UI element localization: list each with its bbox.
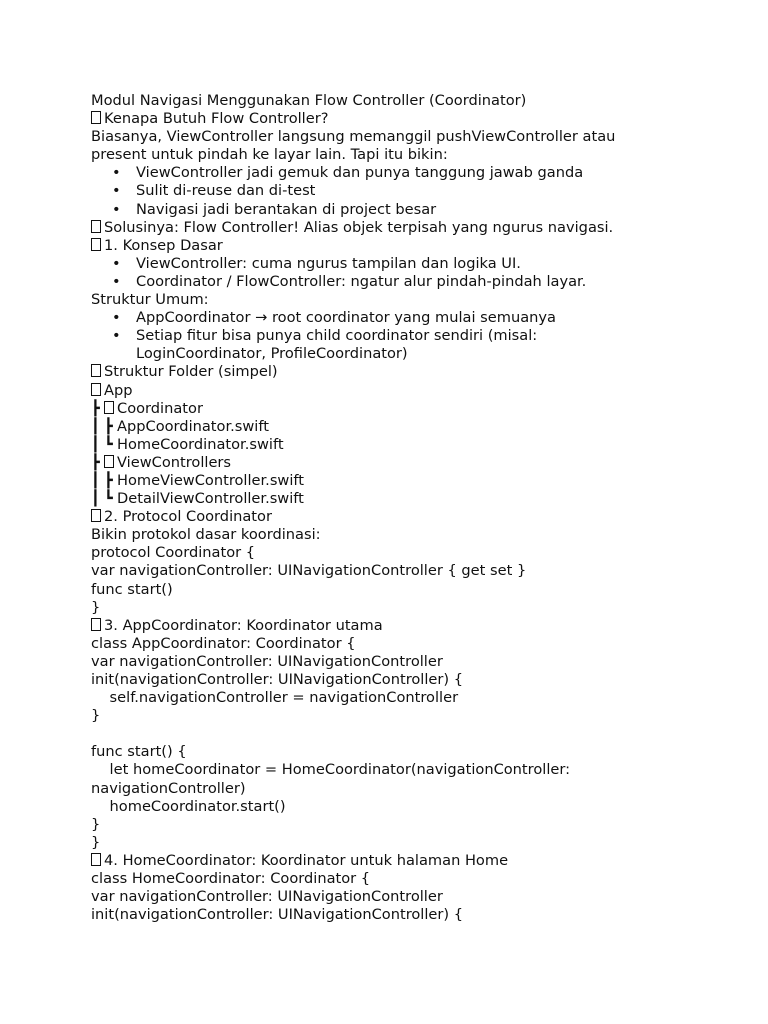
missing-emoji-icon xyxy=(91,618,101,631)
tree-dir: ┣ Coordinator xyxy=(91,399,203,417)
list-item: • ViewController jadi gemuk dan punya tanggung jawab ganda xyxy=(112,164,584,182)
section-heading-protocol: 2. Protocol Coordinator xyxy=(91,508,711,526)
tree-branch-icon: ┣ xyxy=(91,399,100,417)
why-bullet-list xyxy=(91,164,711,218)
solution-line: Solusinya: Flow Controller! Alias objek terpisah yang ngurus navigasi. xyxy=(91,219,711,237)
section-heading-why: Kenapa Butuh Flow Controller? xyxy=(91,110,711,128)
missing-emoji-icon xyxy=(91,364,101,377)
bullet-icon: • xyxy=(112,164,121,182)
code-line: protocol Coordinator { xyxy=(91,544,256,562)
section-heading-home-coordinator: 4. HomeCoordinator: Koordinator untuk halaman Home xyxy=(91,852,711,870)
section-heading-folder: Struktur Folder (simpel) xyxy=(91,363,711,381)
section-heading-app-coordinator: 3. AppCoordinator: Koordinator utama xyxy=(91,617,711,635)
document-title: Modul Navigasi Menggunakan Flow Controller (Coordinator) xyxy=(91,92,527,109)
protocol-code-block xyxy=(91,544,711,616)
code-line: var navigationController: UINavigationController { get set } xyxy=(91,562,527,580)
bullet-icon: • xyxy=(112,309,121,327)
app-coordinator-code-block xyxy=(91,635,711,852)
code-line: self.navigationController = navigationController xyxy=(91,689,459,707)
bullet-icon: • xyxy=(112,254,121,272)
bullet-icon: • xyxy=(112,200,121,218)
folder-icon xyxy=(104,455,114,468)
bullet-icon: • xyxy=(112,327,121,345)
folder-icon xyxy=(104,401,114,414)
structure-bullet-list xyxy=(91,309,711,363)
tree-pipe-icon: ┃ xyxy=(91,490,100,508)
tree-pipe-icon: ┃ xyxy=(91,417,100,435)
list-item: • Navigasi jadi berantakan di project besar xyxy=(112,200,437,218)
paragraph-line: Biasanya, ViewController langsung memanggil pushViewController atau xyxy=(91,128,616,146)
code-line: var navigationController: UINavigationController xyxy=(91,888,443,906)
code-line: func start() xyxy=(91,580,173,598)
list-item: • ViewController: cuma ngurus tampilan dan logika UI. xyxy=(112,254,521,272)
list-item: • Sulit di-reuse dan di-test xyxy=(112,182,316,200)
code-line: class HomeCoordinator: Coordinator { xyxy=(91,870,371,888)
tree-branch-icon: ┣ xyxy=(104,417,113,435)
missing-emoji-icon xyxy=(91,111,101,124)
missing-emoji-icon xyxy=(91,220,101,233)
tree-end-icon: ┗ xyxy=(104,435,113,453)
missing-emoji-icon xyxy=(91,853,101,866)
code-line: } xyxy=(91,833,101,851)
tree-file: ┃ ┣ HomeViewController.swift xyxy=(91,471,305,489)
paragraph-line: present untuk pindah ke layar lain. Tapi itu bikin: xyxy=(91,146,448,164)
code-line: init(navigationController: UINavigationController) { xyxy=(91,671,464,688)
concept-bullet-list xyxy=(91,255,711,291)
code-line: init(navigationController: UINavigationController) { xyxy=(91,906,464,924)
list-item: • AppCoordinator → root coordinator yang mulai semuanya xyxy=(112,309,556,327)
code-line: class AppCoordinator: Coordinator { xyxy=(91,634,356,652)
protocol-intro: Bikin protokol dasar koordinasi: xyxy=(91,526,321,544)
document-page xyxy=(91,92,711,924)
code-line: homeCoordinator.start() xyxy=(91,797,286,815)
tree-pipe-icon: ┃ xyxy=(91,471,100,489)
bullet-icon: • xyxy=(112,182,121,200)
code-line: } xyxy=(91,598,101,616)
code-line: navigationController) xyxy=(91,779,246,797)
folder-tree xyxy=(91,382,711,509)
tree-branch-icon: ┣ xyxy=(91,453,100,471)
list-item: • Coordinator / FlowController: ngatur alur pindah-pindah layar. xyxy=(112,272,587,290)
bullet-icon: • xyxy=(112,272,121,290)
tree-root: App xyxy=(91,382,711,400)
list-item: • Setiap fitur bisa punya child coordinator sendiri (misal: LoginCoordinator, ProfileCoordinator) xyxy=(112,327,538,363)
code-line: func start() { xyxy=(91,743,187,761)
tree-file: ┃ ┣ AppCoordinator.swift xyxy=(91,417,269,435)
code-line xyxy=(91,725,711,743)
tree-pipe-icon: ┃ xyxy=(91,435,100,453)
home-coordinator-code-block xyxy=(91,870,711,924)
tree-file: ┃ ┗ HomeCoordinator.swift xyxy=(91,435,284,453)
tree-end-icon: ┗ xyxy=(104,490,113,508)
code-line: } xyxy=(91,815,101,833)
tree-file: ┃ ┗ DetailViewController.swift xyxy=(91,490,304,508)
missing-emoji-icon xyxy=(91,238,101,251)
code-line: } xyxy=(91,707,101,725)
tree-branch-icon: ┣ xyxy=(104,471,113,489)
tree-dir: ┣ ViewControllers xyxy=(91,453,232,471)
code-line: let homeCoordinator = HomeCoordinator(navigationController: xyxy=(91,761,571,779)
missing-emoji-icon xyxy=(91,509,101,522)
code-line: var navigationController: UINavigationController xyxy=(91,652,443,670)
structure-label: Struktur Umum: xyxy=(91,291,209,309)
folder-icon xyxy=(91,383,101,396)
section-heading-concept: 1. Konsep Dasar xyxy=(91,237,711,255)
